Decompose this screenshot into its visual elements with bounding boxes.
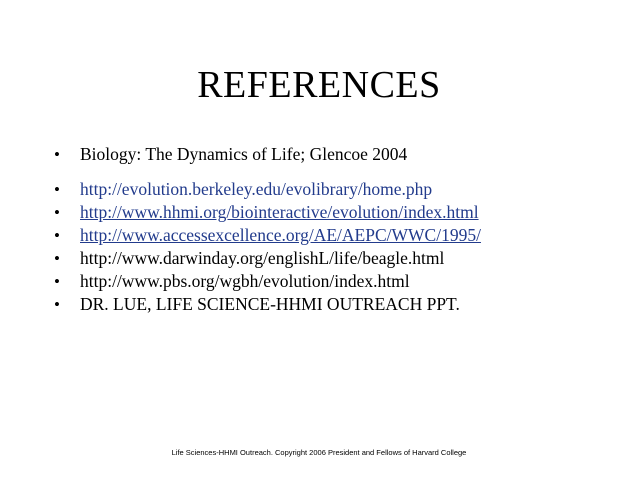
reference-text-darwinday: http://www.darwinday.org/englishL/life/beagle.html — [80, 248, 445, 268]
reference-text-pbs: http://www.pbs.org/wgbh/evolution/index.html — [80, 271, 410, 291]
bullet-icon: • — [54, 249, 60, 268]
bullet-icon: • — [54, 295, 60, 314]
slide-footer: Life Sciences-HHMI Outreach. Copyright 2006 President and Fellows of Harvard College — [171, 448, 467, 457]
reference-item-hhmi[interactable] — [54, 201, 634, 224]
reference-link-hhmi[interactable]: http://www.hhmi.org/biointeractive/evolution/index.html — [80, 202, 479, 222]
reference-link-accessexcellence[interactable]: http://www.accessexcellence.org/AE/AEPC/WWC/1995/ — [80, 225, 481, 245]
reference-item-pbs — [54, 270, 634, 293]
reference-text: Biology: The Dynamics of Life; Glencoe 2004 — [80, 144, 408, 164]
bullet-icon: • — [54, 145, 60, 164]
reference-item-accessexcellence[interactable] — [54, 224, 634, 247]
bullet-icon: • — [54, 226, 60, 245]
bullet-icon: • — [54, 272, 60, 291]
bullet-icon: • — [54, 180, 60, 199]
reference-item-textbook — [54, 143, 634, 166]
reference-link-berkeley[interactable]: http://evolution.berkeley.edu/evolibrary/home.php — [80, 179, 433, 199]
reference-item-berkeley[interactable] — [54, 178, 634, 201]
bullet-icon: • — [54, 203, 60, 222]
reference-item-darwinday — [54, 247, 634, 270]
slide-title: REFERENCES — [197, 64, 441, 106]
reference-text-dr-lue: DR. LUE, LIFE SCIENCE-HHMI OUTREACH PPT. — [80, 294, 460, 314]
reference-list — [54, 143, 634, 316]
reference-item-dr-lue — [54, 293, 634, 316]
